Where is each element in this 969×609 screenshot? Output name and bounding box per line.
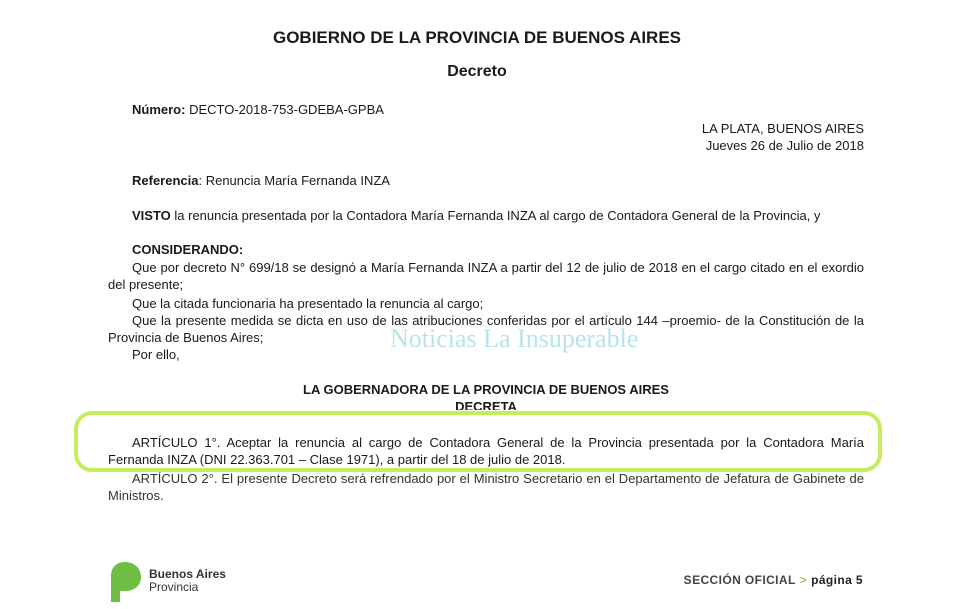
articulo-1: ARTÍCULO 1°. Aceptar la renuncia al cargo de Contadora General de la Provincia presentada por la Contadora María Fernanda INZA (DNI 22.363.701 – Clase 1971), a partir del 18 de julio de 2018. <box>108 435 864 467</box>
considerando-label: CONSIDERANDO: <box>132 242 244 257</box>
numero-label: Número: <box>132 102 186 117</box>
date-line: Jueves 26 de Julio de 2018 <box>705 138 864 153</box>
numero-line <box>132 101 384 118</box>
gobernadora-heading: LA GOBERNADORA DE LA PROVINCIA DE BUENOS AIRES <box>303 382 669 397</box>
page-number: página 5 <box>811 573 863 587</box>
section-arrow: > <box>799 573 808 587</box>
watermark: Noticias La Insuperable <box>390 324 639 353</box>
considerando-paragraph-2: Que la citada funcionaria ha presentado la renuncia al cargo; <box>132 296 484 311</box>
section-label: SECCIÓN OFICIAL <box>683 573 796 587</box>
articulo-2: ARTÍCULO 2°. El presente Decreto será refrendado por el Ministro Secretario en el Departamento de Jefatura de Gabinete de Ministros. <box>108 471 864 503</box>
document-type-heading: Decreto <box>447 63 507 80</box>
considerando-paragraph-1: Que por decreto N° 699/18 se designó a María Fernanda INZA a partir del 12 de julio de 2018 en el cargo citado en el exordio del presente; <box>108 260 864 292</box>
referencia-value: : Renuncia María Fernanda INZA <box>198 173 390 188</box>
referencia-label: Referencia <box>132 173 199 188</box>
referencia-line <box>132 172 390 189</box>
logo-line-1: Buenos Aires <box>149 567 226 581</box>
buenos-aires-logo-icon <box>108 560 144 604</box>
numero-value: DECTO-2018-753-GDEBA-GPBA <box>189 102 384 117</box>
place-line: LA PLATA, BUENOS AIRES <box>701 121 864 136</box>
considerando-paragraph-4: Por ello, <box>132 347 180 362</box>
footer-section <box>684 573 863 587</box>
considerando-paragraph-3: Que la presente medida se dicta en uso de las atribuciones conferidas por el artículo 144 –proemio- de la Constitución de la Provincia de Buenos Aires; <box>108 313 864 345</box>
visto-label: VISTO <box>132 208 171 223</box>
visto-text: la renuncia presentada por la Contadora María Fernanda INZA al cargo de Contadora General de la Provincia, y <box>170 208 821 223</box>
decreta-heading: DECRETA <box>455 399 517 410</box>
visto-line <box>132 207 820 224</box>
logo-wordmark <box>149 568 226 594</box>
logo-line-2: Provincia <box>149 580 199 594</box>
highlight-box <box>74 411 882 472</box>
government-heading: GOBIERNO DE LA PROVINCIA DE BUENOS AIRES <box>272 28 682 47</box>
